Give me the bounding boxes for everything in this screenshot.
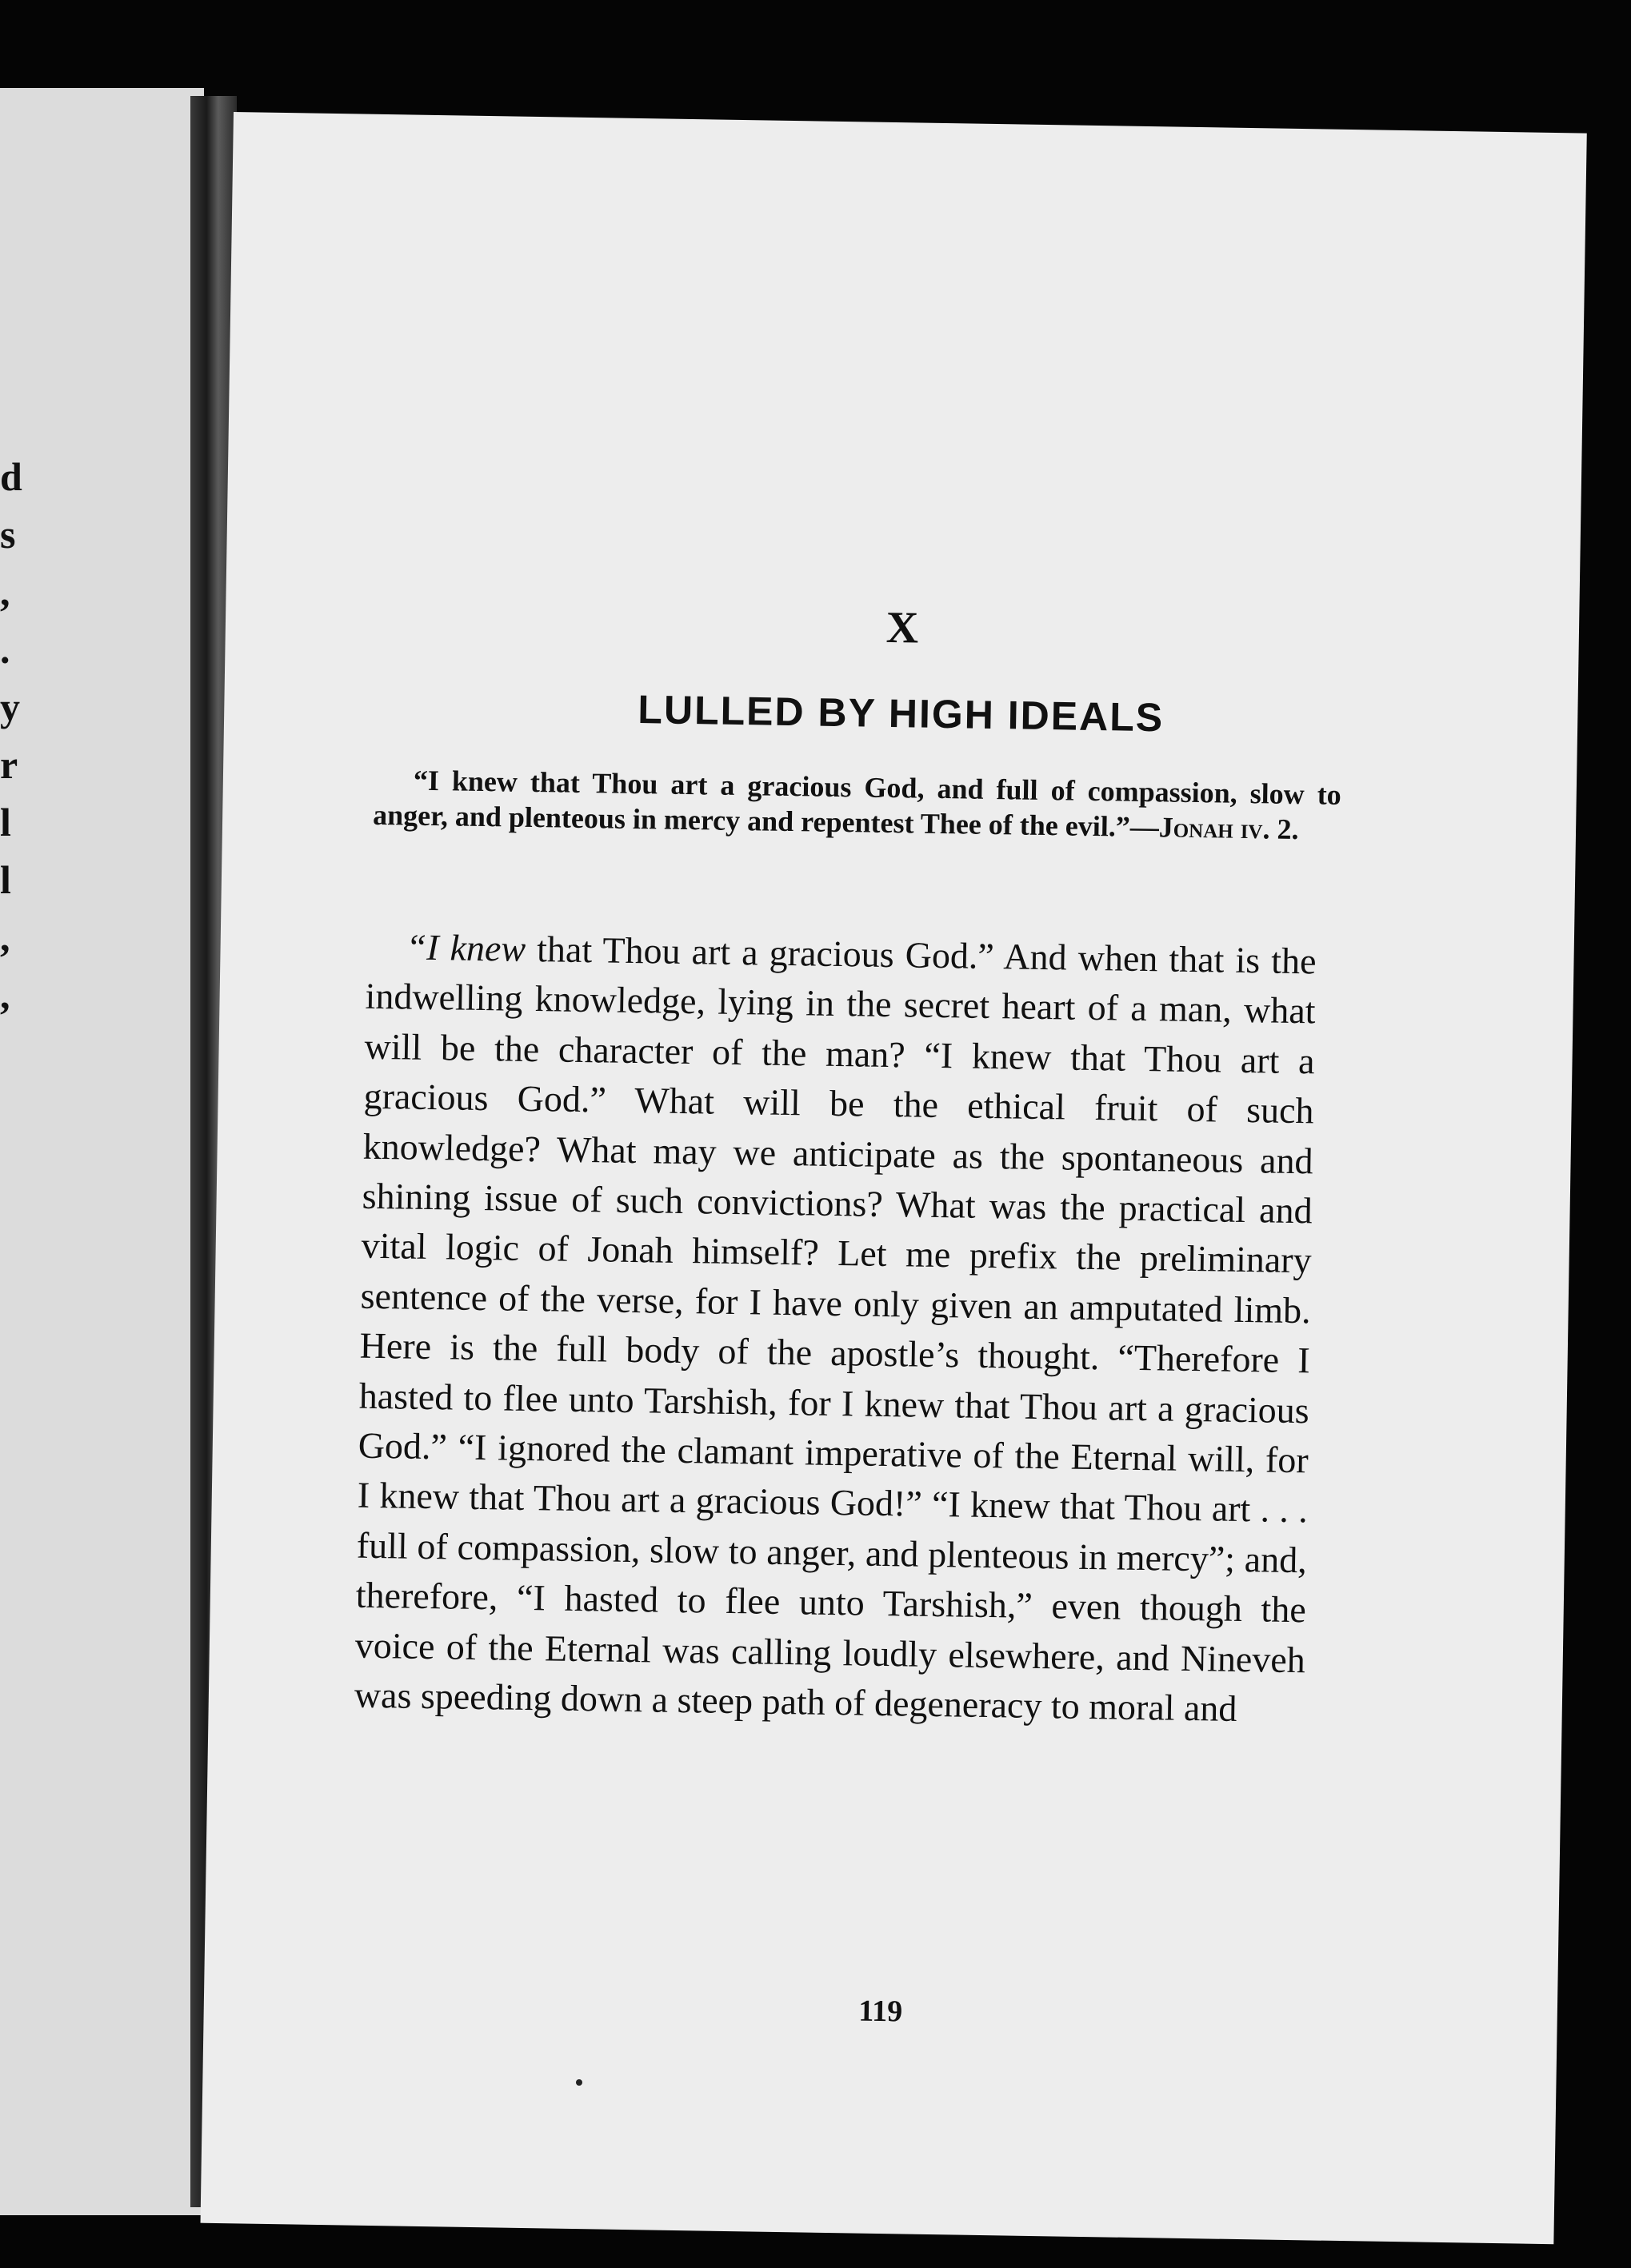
edge-letter: l [0,800,11,845]
page-number: 119 [858,1994,903,2029]
facing-page-fragment [0,88,204,2215]
edge-letter: . [0,627,10,672]
edge-letter: s [0,512,16,557]
edge-letter: , [0,915,10,960]
epigraph [373,762,1341,848]
edge-letter: , [0,972,10,1017]
chapter-number: X [885,602,919,653]
edge-letter: , [0,569,10,614]
facing-page-text-edge [0,448,48,1024]
book-page [201,112,1587,2244]
body-text: that Thou art a gracious God.” And when that is the indwelling knowledge, lying in the secret heart of a man, what will be the character of the man? “I knew that Thou art a gracious God.” What will be the ethical fruit of such knowledge? What may we anticipate as the spontaneous and shining issue of such convictions? What was the practical and vital logic of Jonah himself? Let me prefix the preliminary sentence of the verse, for I have only given an amputated limb. Here is the full body of the apostle’s thought. “Therefore I hasted to flee unto Tarshish, for I knew that Thou art a gracious God.” “I ignored the clamant imperative of the Eternal will, for I knew that Thou art a gracious God!” “I knew that Thou art . . . full of compassion, slow to anger, and plenteous in mercy”; and, therefore, “I hasted to flee unto Tarshish,” even though the voice of the Eternal was calling loudly elsewhere, and Nineveh was speeding down a steep path of degeneracy to moral and [354,928,1317,1730]
edge-letter: l [0,857,11,902]
epigraph-reference: Jonah iv. 2. [1158,811,1299,846]
body-paragraph [354,922,1317,1735]
edge-letter: d [0,454,22,499]
edge-letter: r [0,742,18,787]
chapter-title: LULLED BY HIGH IDEALS [637,687,1165,741]
edge-letter: y [0,685,20,729]
epigraph-text: “I knew that Thou art a gracious God, and full of compassion, slow to anger, and plenteous in mercy and repentest Thee of the evil.”— [372,764,1342,844]
scan-speck [576,2079,582,2086]
opening-quote: “I knew [406,926,526,969]
